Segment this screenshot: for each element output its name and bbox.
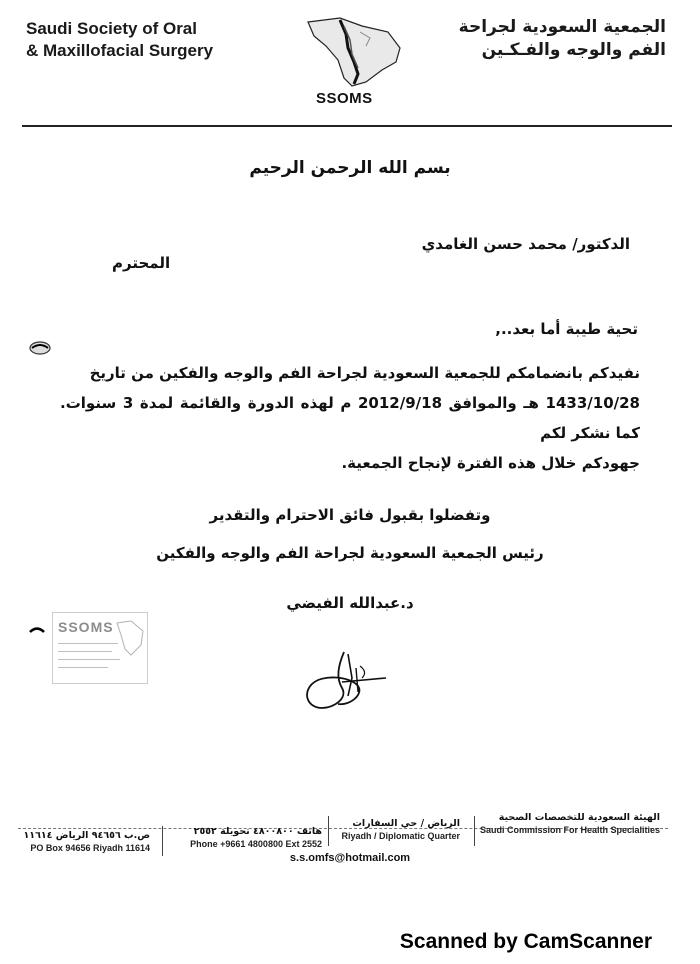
closing: وتفضلوا بقبول فائق الاحترام والتقدير [209, 506, 491, 524]
commission-english: Saudi Commission For Health Specialities [479, 825, 660, 835]
scanner-watermark: Scanned by CamScanner [399, 930, 652, 953]
header-divider [22, 125, 672, 127]
commission-arabic: الهيئة السعودية للتخصصات الصحية [498, 812, 660, 823]
signature-icon [298, 648, 390, 718]
basmala: بسم الله الرحمن الرحيم [249, 158, 451, 178]
signer-name: د.عبدالله الفيضي [286, 594, 414, 612]
arabic-letterhead [459, 16, 666, 62]
footer-separator [474, 816, 475, 846]
arabic-name-line1: الجمعية السعودية لجراحة [458, 17, 666, 37]
punch-hole-icon [28, 340, 52, 356]
greeting: تحية طيبة أما بعد.., [495, 320, 638, 338]
phone-arabic: هاتف ٤٨٠٠٨٠٠ تحويلة ٢٥٥٢ [193, 826, 322, 837]
map-logo-icon [300, 12, 410, 90]
punch-hole-icon [28, 624, 46, 636]
body-line-1: نفيدكم بانضمامكم للجمعية السعودية لجراحة الفم والوجه والفكين من تاريخ [89, 364, 640, 382]
pobox-english: PO Box 94656 Riyadh 11614 [30, 843, 150, 853]
stamp-title: SSOMS [58, 619, 114, 635]
email-address: s.s.omfs@hotmail.com [289, 852, 411, 864]
letter-body [60, 358, 640, 478]
english-name-line1: Saudi Society of Oral [26, 19, 197, 38]
footer-commission [480, 812, 660, 836]
pobox-arabic: ص.ب ٩٤٦٥٦ الرياض ١١٦١٤ [23, 830, 150, 841]
faded-stamp [52, 612, 148, 684]
stamp-line [58, 643, 118, 644]
stamp-line [58, 659, 120, 660]
logo-text: SSOMS [316, 90, 373, 107]
footer-phone [172, 826, 322, 850]
english-letterhead [26, 18, 213, 62]
footer-separator [328, 816, 329, 846]
footer-address [338, 818, 460, 842]
stamp-line [58, 651, 112, 652]
honorific: المحترم [112, 254, 171, 272]
body-line-3: جهودكم خلال هذه الفترة لإنجاح الجمعية. [341, 454, 640, 472]
stamp-line [58, 667, 108, 668]
address-english: Riyadh / Diplomatic Quarter [341, 831, 460, 841]
signer-title: رئيس الجمعية السعودية لجراحة الفم والوجه والفكين [156, 544, 544, 562]
recipient: الدكتور/ محمد حسن الغامدي [421, 235, 630, 253]
address-arabic: الرياض / حي السفارات [352, 818, 460, 829]
stamp-map-icon [115, 619, 145, 659]
footer-pobox [20, 830, 150, 854]
body-line-2: 1433/10/28 هـ والموافق 2012/9/18 م لهذه الدورة والقائمة لمدة 3 سنوات. كما نشكر لكم [60, 394, 640, 442]
arabic-name-line2: الفم والوجه والفـكـين [481, 40, 666, 60]
english-name-line2: & Maxillofacial Surgery [26, 41, 214, 60]
phone-english: Phone +9661 4800800 Ext 2552 [190, 839, 322, 849]
